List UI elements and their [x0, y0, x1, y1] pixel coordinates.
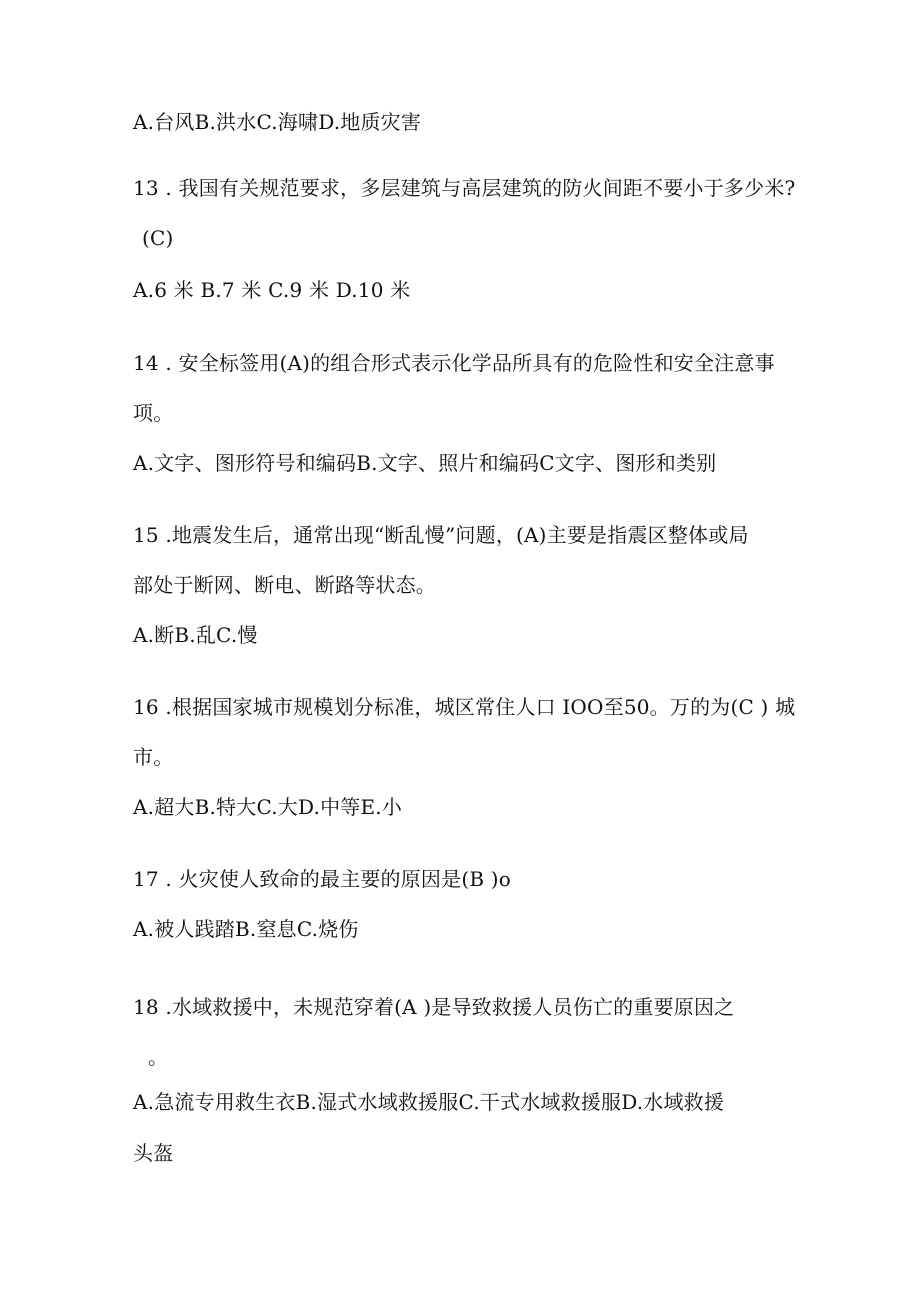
text-line: A.文字、图形符号和编码B.文字、照片和编码C文字、图形和类别: [133, 451, 717, 475]
text-line: 18 .水域救援中，未规范穿着(A )是导致救援人员伤亡的重要原因之: [133, 995, 735, 1019]
text-line: 15 .地震发生后，通常出现“断乱慢”问题，(A)主要是指震区整体或局: [133, 523, 749, 547]
text-line: 17 . 火灾使人致命的最主要的原因是(B )o: [133, 867, 512, 891]
text-line: 13 . 我国有关规范要求，多层建筑与高层建筑的防火间距不要小于多少米?: [133, 176, 796, 200]
text-line: A.超大B.特大C.大D.中等E.小: [133, 795, 403, 819]
text-line: 。: [148, 1045, 169, 1069]
text-line: A.被人践踏B.窒息C.烧伤: [133, 917, 359, 941]
text-line: 部处于断网、断电、断路等状态。: [133, 573, 436, 597]
text-line: 项。: [133, 401, 174, 425]
text-line: 市。: [133, 745, 174, 769]
text-line: 14 . 安全标签用(A)的组合形式表示化学品所具有的危险性和安全注意事: [133, 351, 775, 375]
text-line: A.断B.乱C.慢: [133, 623, 258, 647]
text-line: 头盔: [133, 1141, 174, 1165]
text-line: 16 .根据国家城市规模划分标准，城区常住人口 IOO至50。万的为(C ) 城: [133, 695, 796, 719]
text-line: A.急流专用救生衣B.湿式水域救援服C.干式水域救援服D.水域救援: [133, 1090, 725, 1114]
text-line: (C): [142, 226, 174, 250]
text-line: A.台风B.洪水C.海啸D.地质灾害: [133, 110, 422, 134]
text-line: A.6 米 B.7 米 C.9 米 D.10 米: [133, 278, 411, 302]
